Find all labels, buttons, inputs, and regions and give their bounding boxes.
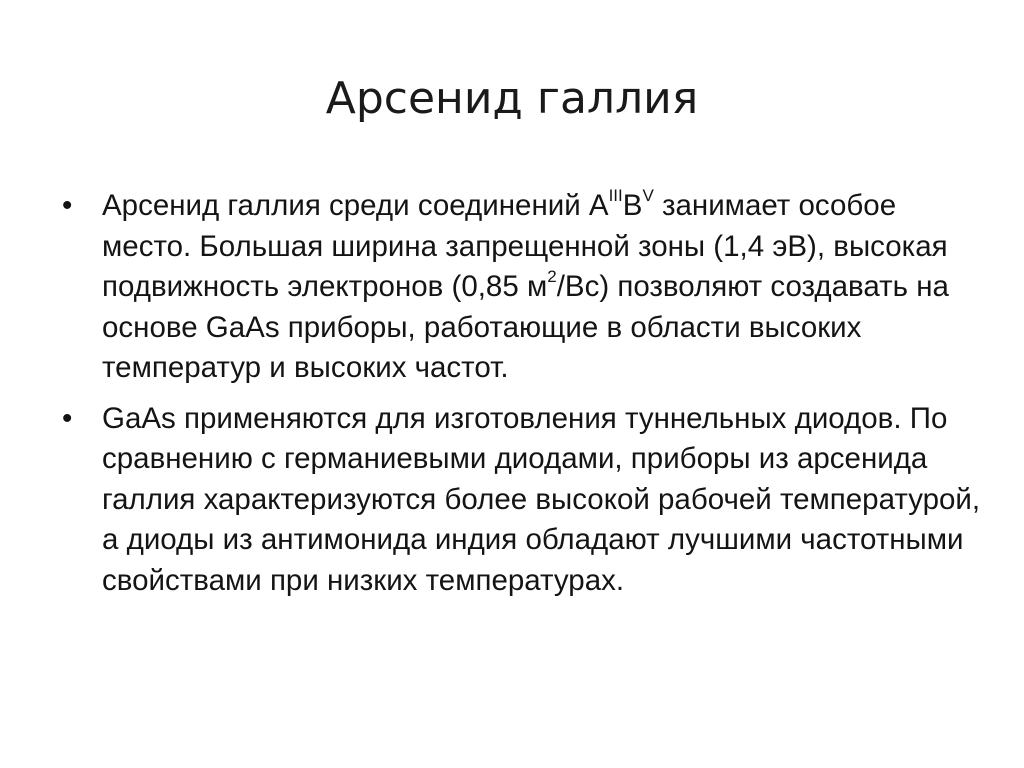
text-segment: занимает особое место. Большая ширина запрещенной зоны (1,4 эВ), высокая подвижность электронов (0,85 м — [102, 189, 948, 303]
text-segment: Арсенид галлия среди соединений A — [102, 189, 609, 222]
bullet-list — [62, 186, 982, 611]
superscript-v: V — [642, 186, 654, 206]
slide-title: Арсенид галлия — [325, 73, 699, 124]
text-segment: /Вс) позволяют создавать на основе GaAs приборы, работающие в области высоких температур и высоких частот. — [102, 270, 949, 384]
bullet-icon: • — [62, 189, 73, 222]
bullet-icon: • — [62, 401, 73, 435]
bullet-item-gaas-properties — [62, 186, 982, 389]
bullet-text: GaAs применяются для изготовления туннельных диодов. По сравнению с германиевыми диодами, приборы из арсенида галлия характеризуются более высокой рабочей температурой, а диоды из антимонида индия обладают лучшими частотными свойствами при низких температурах. — [102, 401, 981, 597]
text-segment: B — [622, 189, 643, 222]
bullet-text — [102, 186, 949, 384]
superscript-2: 2 — [547, 267, 557, 287]
bullet-item-gaas-diodes — [62, 399, 982, 602]
superscript-iii: III — [608, 186, 623, 206]
